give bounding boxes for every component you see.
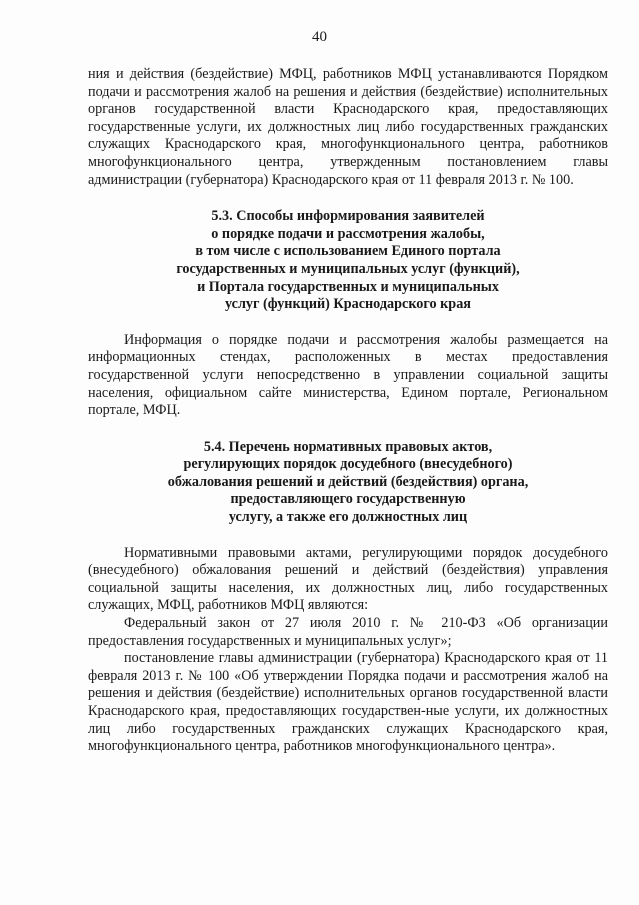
spacer	[88, 527, 608, 545]
heading-line: 5.4. Перечень нормативных правовых актов,	[203, 438, 493, 455]
page-number: 40	[312, 29, 327, 45]
heading-line: в том числе с использованием Единого портала	[195, 243, 501, 260]
section-5-3-heading	[88, 208, 608, 314]
section-5-4-paragraph: Нормативными правовыми актами, регулирующими порядок досудебного (внесудебного) обжалования решений и действий (бездействия) управления социальной защиты населения, их должностных лиц, либо государственных служащих, МФЦ, работников МФЦ являются:	[88, 544, 608, 614]
heading-line: услугу, а также его должностных лиц	[228, 509, 468, 526]
heading-line: услуг (функций) Краснодарского края	[225, 296, 471, 313]
heading-line: 5.3. Способы информирования заявителей	[211, 208, 485, 225]
section-5-3-paragraph: Информация о порядке подачи и рассмотрения жалобы размещается на информационных стендах, расположенных в местах предоставления государственной услуги непосредственно в управлении социальной защиты населения, официальном сайте министерства, Едином портале, Региональном портале, МФЦ.	[88, 331, 608, 419]
heading-line: регулирующих порядок досудебного (внесудебного)	[183, 456, 513, 473]
spacer	[88, 420, 608, 439]
heading-line: государственных и муниципальных услуг (функций),	[176, 260, 520, 277]
document-body	[88, 66, 608, 756]
intro-paragraph: ния и действия (бездействие) МФЦ, работников МФЦ устанавливаются Порядком подачи и рассмотрения жалоб на решения и действия (бездействие) исполнительных органов государственной власти Краснодарского края, предоставляющих государственные услуги, их должностных лиц либо государственных гражданских служащих Краснодарского края, многофункционального центра, работников многофункционального центра, утвержденным постановлением главы администрации (губернатора) Краснодарского края от 11 февраля 2013 г. № 100.	[88, 66, 608, 188]
spacer	[88, 189, 608, 208]
heading-line: о порядке подачи и рассмотрения жалобы,	[211, 225, 485, 242]
section-5-4-heading	[88, 439, 608, 527]
heading-line: предоставляющего государственную	[230, 491, 466, 508]
section-5-4-paragraph: Федеральный закон от 27 июля 2010 г. № 210-ФЗ «Об организации предоставления государственных и муниципальных услуг»;	[88, 615, 608, 649]
section-5-4-paragraph: постановление главы администрации (губернатора) Краснодарского края от 11 февраля 2013 г. № 100 «Об утверждении Порядка подачи и рассмотрения жалоб на решения и действия (бездействие) исполнительных органов государственной власти Краснодарского края, предоставляющих государствен-ные услуги, их должностных лиц либо государственных гражданских служащих Краснодарского края, многофункционального центра, работников многофункционального центра».	[88, 650, 608, 755]
heading-line: обжалования решений и действий (бездействия) органа,	[167, 473, 529, 490]
spacer	[88, 314, 608, 332]
heading-line: и Портала государственных и муниципальных	[197, 278, 499, 295]
